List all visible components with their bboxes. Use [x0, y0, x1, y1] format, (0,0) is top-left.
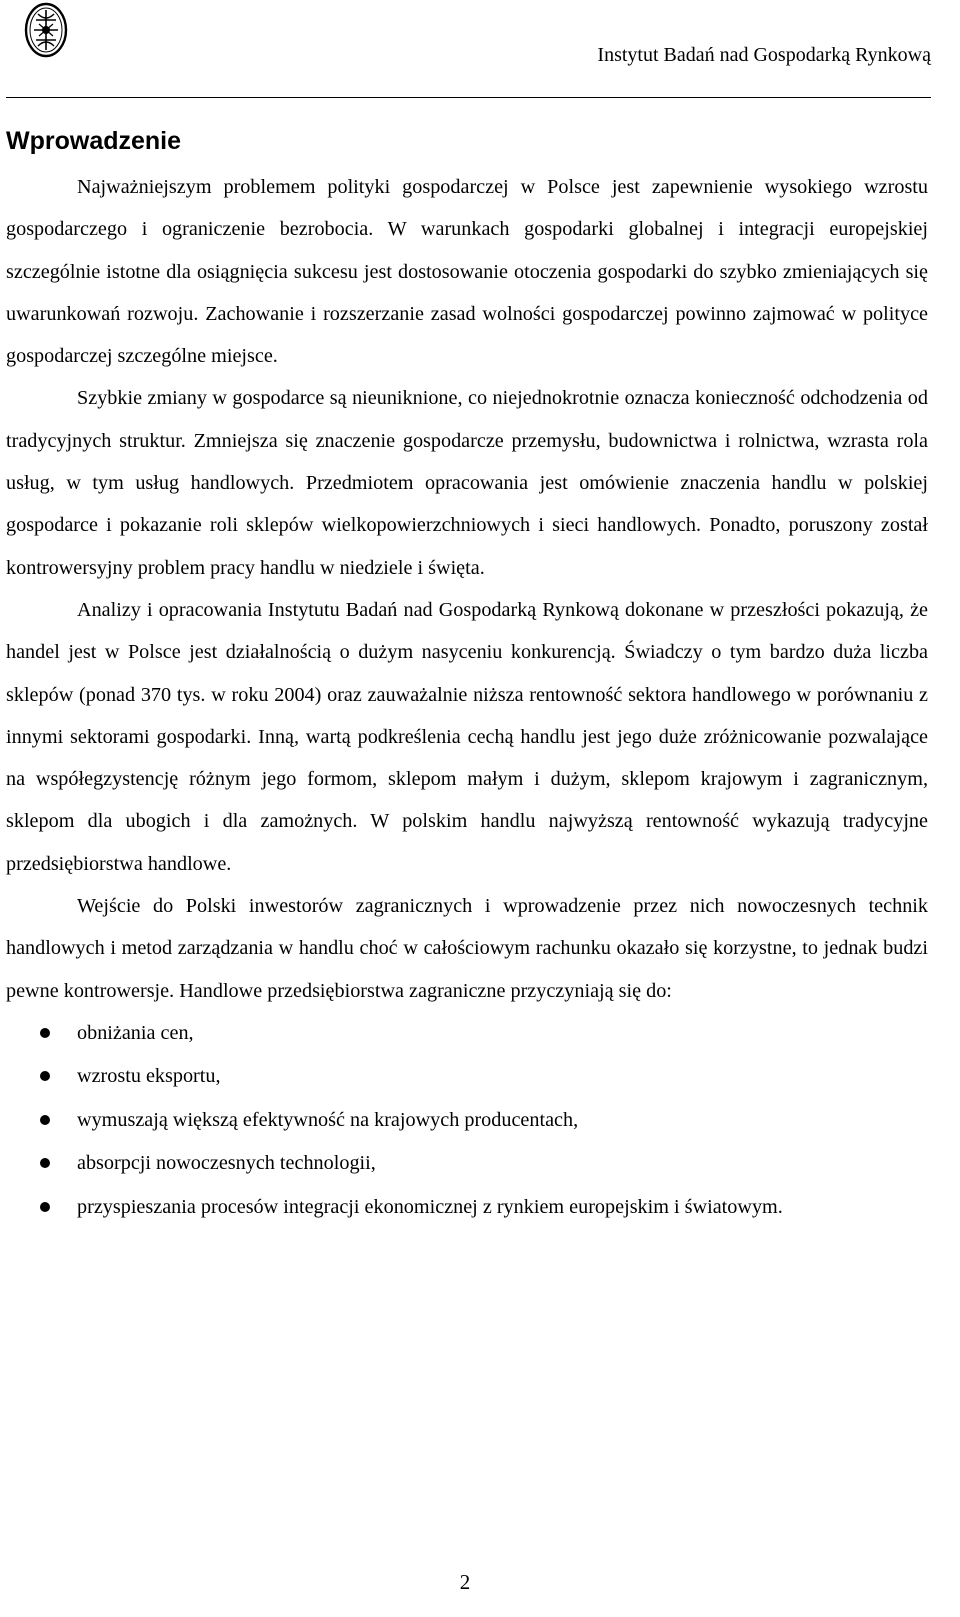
institute-name: Instytut Badań nad Gospodarką Rynkową [597, 44, 931, 66]
list-item [6, 1099, 928, 1143]
bullet-icon [40, 1115, 50, 1125]
bullet-list [6, 1012, 928, 1230]
page-header [6, 0, 931, 98]
paragraph-changes: Szybkie zmiany w gospodarce są nieuniknione, co niejednokrotnie oznacza konieczność odchodzenia od tradycyjnych struktur. Zmniejsza się znaczenie gospodarcze przemysłu, budownictwa i rolnictwa, wzrasta rola usług, w tym usług handlowych. Przedmiotem opracowania jest omówienie znaczenia handlu w polskiej gospodarce i pokazanie roli sklepów wielkopowierzchniowych i sieci handlowych. Ponadto, poruszony został kontrowersyjny problem pracy handlu w niedziele i święta. [6, 387, 928, 579]
paragraph-intro: Najważniejszym problemem polityki gospodarczej w Polsce jest zapewnienie wysokiego wzrostu gospodarczego i ograniczenie bezrobocia. W warunkach gospodarki globalnej i integracji europejskiej szczególnie istotne dla osiągnięcia sukcesu jest dostosowanie otoczenia gospodarki do szybko zmieniających się uwarunkowań rozwoju. Zachowanie i rozszerzanie zasad wolności gospodarczej powinno zajmować w polityce gospodarczej szczególne miejsce. [6, 176, 928, 368]
bullet-icon [40, 1071, 50, 1081]
list-item-text: wzrostu eksportu, [77, 1065, 221, 1088]
bullet-icon [40, 1028, 50, 1038]
page-number: 2 [459, 1570, 471, 1594]
list-item-text: przyspieszania procesów integracji ekonomicznej z rynkiem europejskim i światowym. [77, 1195, 783, 1218]
list-item [6, 1142, 928, 1186]
paragraph-foreign-investors: Wejście do Polski inwestorów zagranicznych i wprowadzenie przez nich nowoczesnych technik handlowych i metod zarządzania w handlu choć w całościowym rachunku okazało się korzystne, to jednak budzi pewne kontrowersje. Handlowe przedsiębiorstwa zagraniczne przyczyniają się do: [6, 895, 928, 1002]
bullet-icon [40, 1202, 50, 1212]
document-body [6, 120, 928, 1229]
paragraph-analysis: Analizy i opracowania Instytutu Badań nad Gospodarką Rynkową dokonane w przeszłości pokazują, że handel jest w Polsce jest działalnością o dużym nasyceniu konkurencją. Świadczy o tym bardzo duża liczba sklepów (ponad 370 tys. w roku 2004) oraz zauważalnie niższa rentowność sektora handlowego w porównaniu z innymi sektorami gospodarki. Inną, wartą podkreślenia cechą handlu jest jego duże zróżnicowanie pozwalające na współegzystencję różnym jego formom, sklepom małym i dużym, sklepom krajowym i zagranicznym, sklepom dla ubogich i dla zamożnych. W polskim handlu najwyższą rentowność wykazują tradycyjne przedsiębiorstwa handlowe. [6, 598, 928, 875]
list-item [6, 1186, 928, 1230]
institute-logo-icon [24, 2, 68, 58]
section-title: Wprowadzenie [6, 127, 182, 155]
list-item-text: obniżania cen, [77, 1021, 194, 1044]
list-item [6, 1012, 928, 1056]
bullet-icon [40, 1158, 50, 1168]
list-item-text: absorpcji nowoczesnych technologii, [77, 1152, 376, 1175]
list-item [6, 1055, 928, 1099]
list-item-text: wymuszają większą efektywność na krajowych producentach, [77, 1108, 579, 1131]
